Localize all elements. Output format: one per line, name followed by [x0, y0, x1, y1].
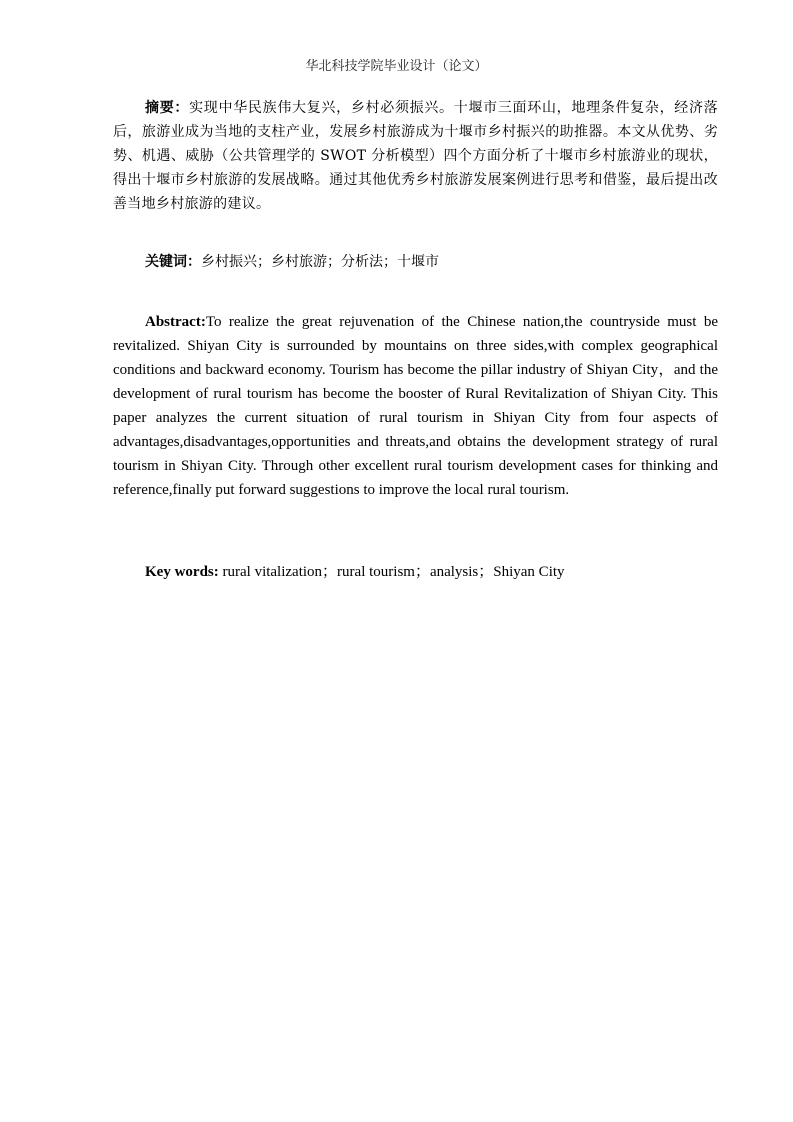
- english-abstract-label: Abstract:: [145, 314, 206, 330]
- chinese-keywords: [113, 250, 718, 274]
- page-header: 华北科技学院毕业设计（论文）: [305, 59, 488, 74]
- english-keywords-text: rural vitalization；rural tourism；analysis；Shiyan City: [218, 564, 565, 580]
- chinese-keywords-text: 乡村振兴；乡村旅游；分析法；十堰市: [201, 254, 439, 270]
- english-abstract-text: To realize the great rejuvenation of the Chinese nation,the countryside must be revitalized. Shiyan City is surrounded by mountains on three sides,with complex geographical conditions and backward economy. Tourism has become the pillar industry of Shiyan City，and the development of rural tourism has become the booster of Rural Revitalization of Shiyan City. This paper analyzes the current situation of rural tourism in Shiyan City from four aspects of advantages,disadvantages,opportunities and threats,and obtains the development strategy of rural tourism in Shiyan City. Through other excellent rural tourism development cases for thinking and reference,finally put forward suggestions to improve the local rural tourism.: [113, 314, 718, 498]
- chinese-keywords-label: 关键词：: [145, 254, 201, 270]
- english-keywords-label: Key words:: [145, 564, 219, 580]
- chinese-abstract: [113, 96, 718, 216]
- chinese-abstract-label: 摘要：: [145, 100, 190, 116]
- english-keywords: [113, 560, 718, 584]
- chinese-abstract-text: 实现中华民族伟大复兴，乡村必须振兴。十堰市三面环山，地理条件复杂，经济落后，旅游业成为当地的支柱产业，发展乡村旅游成为十堰市乡村振兴的助推器。本文从优势、劣势、机遇、威胁（公共管理学的 SWOT 分析模型）四个方面分析了十堰市乡村旅游业的现状，得出十堰市乡村旅游的发展战略。通过其他优秀乡村旅游发展案例进行思考和借鉴，最后提出改善当地乡村旅游的建议。: [113, 100, 718, 212]
- english-abstract: [113, 310, 718, 502]
